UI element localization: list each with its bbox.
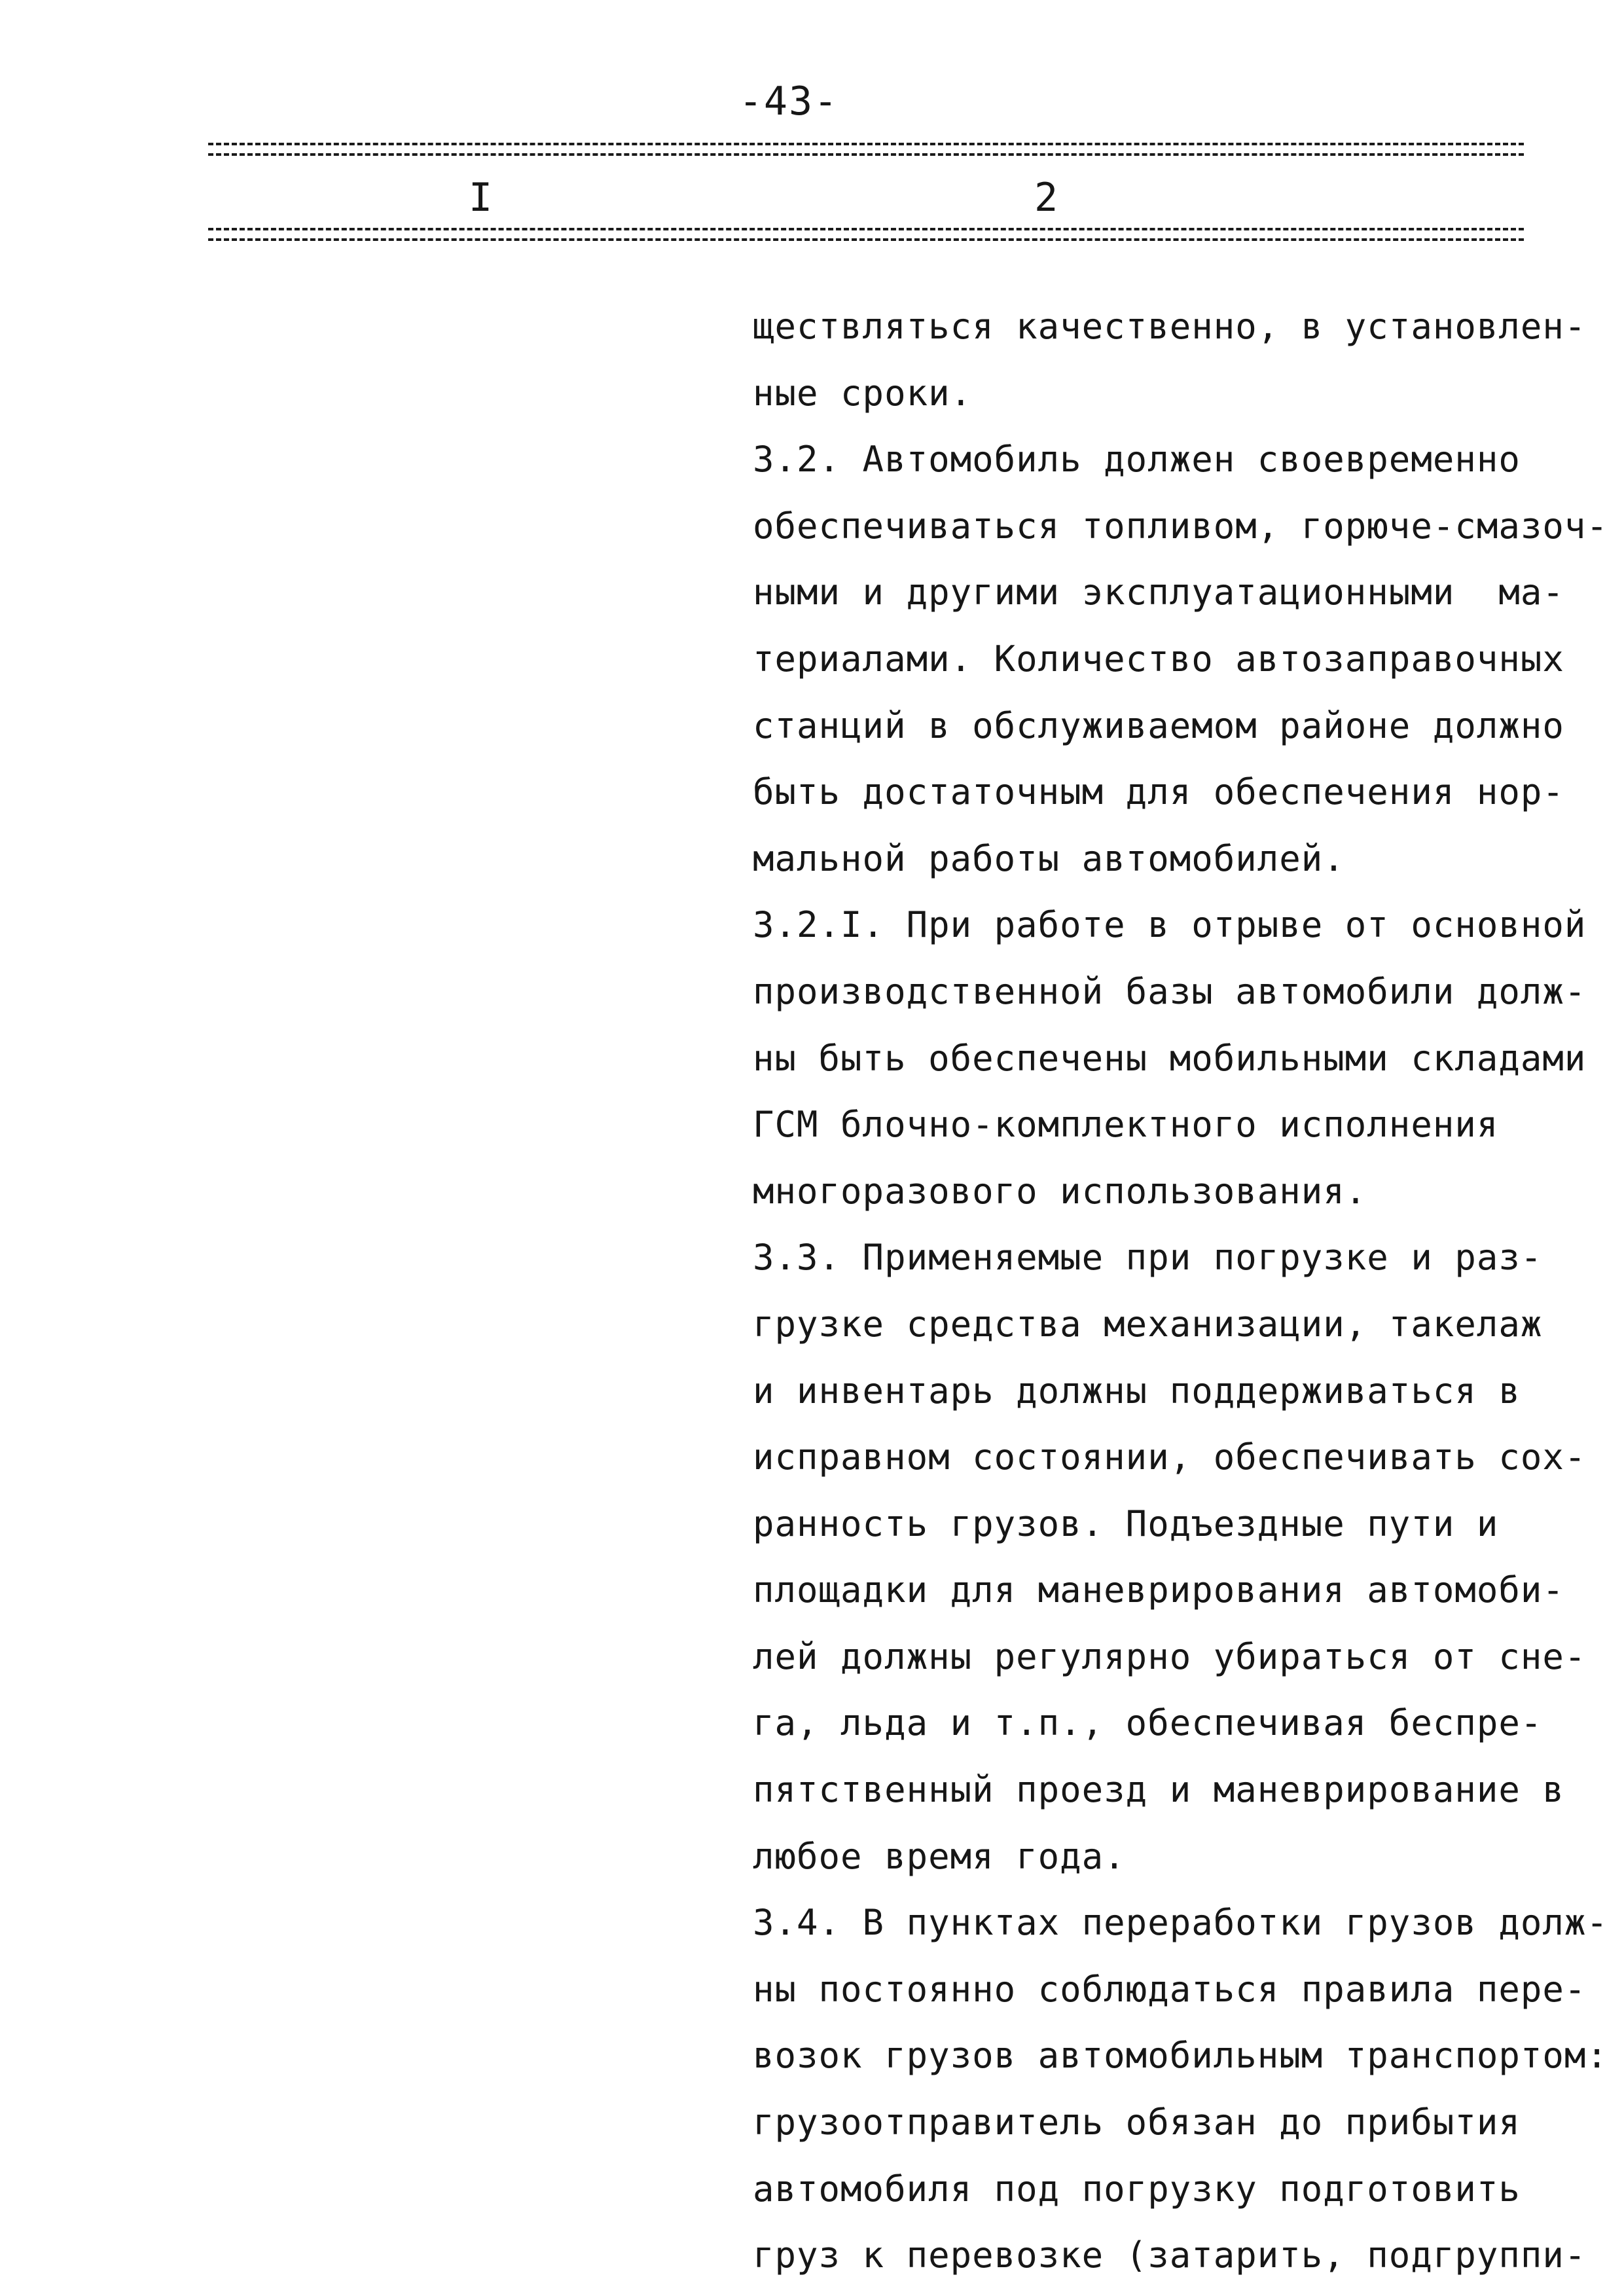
text-line: обеспечиваться топливом, горюче-смазоч- (753, 505, 1608, 547)
text-line: ны постоянно соблюдаться правила пере- (753, 1968, 1587, 2010)
text-line: исправном состоянии, обеспечивать сох- (753, 1436, 1587, 1478)
text-line: ны быть обеспечены мобильными складами (753, 1037, 1587, 1079)
text-line: грузке средства механизации, такелаж (753, 1303, 1543, 1345)
text-line: 3.3. Применяемые при погрузке и раз- (753, 1237, 1543, 1279)
table-header-col-2: 2 (1034, 175, 1058, 221)
page-number: -43- (738, 79, 839, 124)
text-line: многоразового использования. (753, 1170, 1367, 1212)
text-line: 3.4. В пунктах переработки грузов долж- (753, 1902, 1608, 1944)
table-header-col-1: I (469, 175, 493, 221)
text-line: любое время года. (753, 1835, 1126, 1877)
text-line: га, льда и т.п., обеспечивая беспре- (753, 1702, 1543, 1744)
text-line: грузоотправитель обязан до прибытия (753, 2102, 1521, 2143)
text-line: ществляться качественно, в установлен- (753, 306, 1587, 347)
text-line: мальной работы автомобилей. (753, 837, 1345, 879)
text-line: ные сроки. (753, 372, 973, 414)
text-line: ранность грузов. Подъездные пути и (753, 1503, 1499, 1544)
text-line: быть достаточным для обеспечения нор- (753, 771, 1564, 813)
body-text (753, 293, 1608, 2289)
text-line: пятственный проезд и маневрирование в (753, 1769, 1564, 1811)
text-line: ными и другими эксплуатационными ма- (753, 572, 1564, 613)
text-line: лей должны регулярно убираться от сне- (753, 1635, 1587, 1677)
text-line: возок грузов автомобильным транспортом: (753, 2035, 1608, 2077)
table-header-bottom-rule (208, 228, 1524, 241)
text-line: груз к перевозке (затарить, подгруппи- (753, 2234, 1587, 2276)
text-line: автомобиля под погрузку подготовить (753, 2168, 1521, 2210)
text-line: ГСМ блочно-комплектного исполнения (753, 1104, 1499, 1146)
text-line: и инвентарь должны поддерживаться в (753, 1370, 1521, 1412)
text-line: производственной базы автомобили долж- (753, 970, 1587, 1012)
text-line: 3.2.I. При работе в отрыве от основной (753, 904, 1587, 946)
text-line: териалами. Количество автозаправочных (753, 638, 1564, 680)
text-line: 3.2. Автомобиль должен своевременно (753, 439, 1521, 481)
text-line: площадки для маневрирования автомоби- (753, 1569, 1564, 1611)
table-header-top-rule (208, 143, 1524, 156)
text-line: станций в обслуживаемом районе должно (753, 704, 1564, 746)
